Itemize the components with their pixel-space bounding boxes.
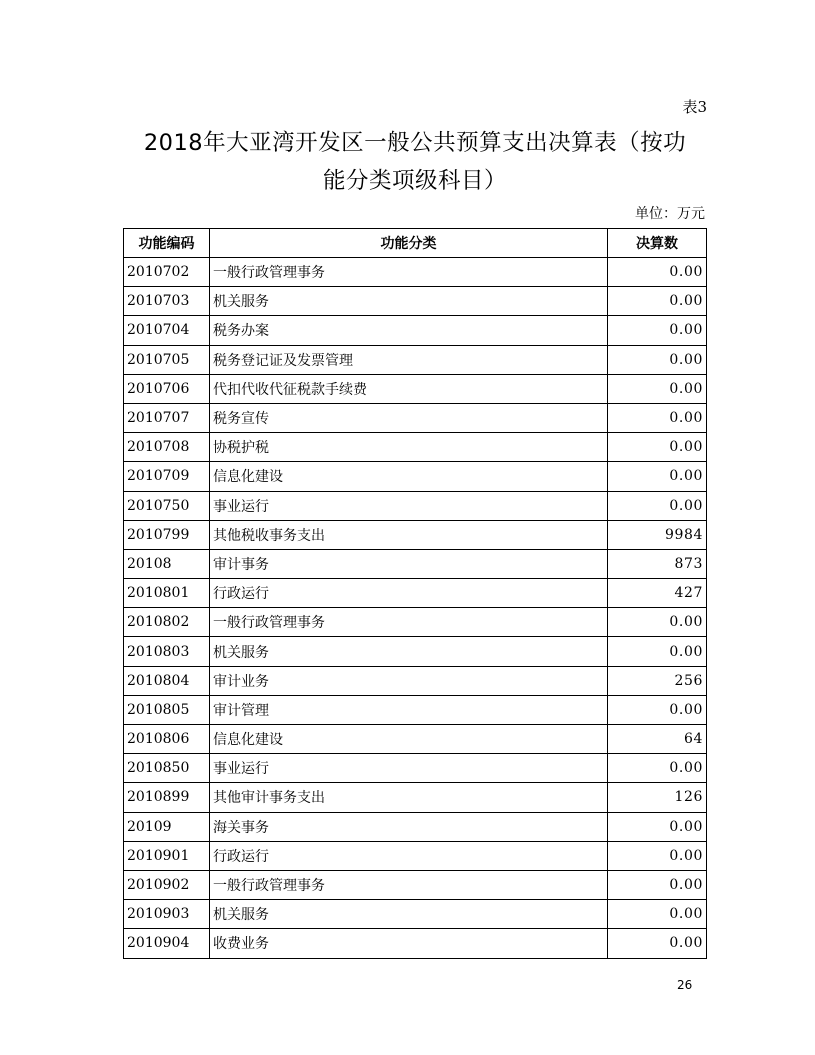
code-cell: 2010802 (124, 608, 210, 637)
amount-cell: 256 (608, 666, 707, 695)
name-cell: 行政运行 (210, 579, 608, 608)
name-cell: 税务宣传 (210, 403, 608, 432)
name-cell: 一般行政管理事务 (210, 870, 608, 899)
table-row (124, 754, 707, 783)
table-row (124, 520, 707, 549)
amount-cell: 427 (608, 579, 707, 608)
code-cell: 2010706 (124, 374, 210, 403)
page-number: 26 (677, 978, 693, 992)
table-row (124, 403, 707, 432)
amount-cell: 0.00 (608, 287, 707, 316)
name-cell: 审计管理 (210, 695, 608, 724)
name-cell: 一般行政管理事务 (210, 608, 608, 637)
table-row (124, 345, 707, 374)
code-cell: 2010806 (124, 725, 210, 754)
name-cell: 海关事务 (210, 812, 608, 841)
table-row (124, 666, 707, 695)
amount-cell: 0.00 (608, 929, 707, 958)
table-row (124, 608, 707, 637)
amount-cell: 0.00 (608, 841, 707, 870)
amount-cell: 0.00 (608, 433, 707, 462)
page-title (120, 124, 710, 200)
name-cell: 其他审计事务支出 (210, 783, 608, 812)
code-cell: 2010850 (124, 754, 210, 783)
table-row (124, 812, 707, 841)
amount-cell: 0.00 (608, 870, 707, 899)
title-line-1: 2018年大亚湾开发区一般公共预算支出决算表（按功 (143, 130, 687, 156)
amount-cell: 0.00 (608, 637, 707, 666)
code-cell: 2010703 (124, 287, 210, 316)
code-cell: 2010803 (124, 637, 210, 666)
name-cell: 信息化建设 (210, 725, 608, 754)
code-cell: 2010901 (124, 841, 210, 870)
table-row (124, 374, 707, 403)
name-cell: 机关服务 (210, 637, 608, 666)
code-cell: 2010709 (124, 462, 210, 491)
name-cell: 行政运行 (210, 841, 608, 870)
code-cell: 2010708 (124, 433, 210, 462)
code-cell: 2010804 (124, 666, 210, 695)
code-cell: 2010902 (124, 870, 210, 899)
table-row (124, 491, 707, 520)
table-row (124, 725, 707, 754)
table-row (124, 287, 707, 316)
header-name: 功能分类 (210, 229, 608, 258)
code-cell: 2010799 (124, 520, 210, 549)
name-cell: 收费业务 (210, 929, 608, 958)
code-cell: 2010707 (124, 403, 210, 432)
amount-cell: 0.00 (608, 374, 707, 403)
name-cell: 机关服务 (210, 287, 608, 316)
amount-cell: 0.00 (608, 345, 707, 374)
table-row (124, 433, 707, 462)
amount-cell: 0.00 (608, 900, 707, 929)
amount-cell: 64 (608, 725, 707, 754)
table-row (124, 258, 707, 287)
table-row (124, 929, 707, 958)
table-row (124, 316, 707, 345)
name-cell: 税务登记证及发票管理 (210, 345, 608, 374)
amount-cell: 0.00 (608, 608, 707, 637)
budget-table (123, 228, 707, 959)
amount-cell: 126 (608, 783, 707, 812)
amount-cell: 0.00 (608, 462, 707, 491)
table-row (124, 870, 707, 899)
code-cell: 2010805 (124, 695, 210, 724)
amount-cell: 0.00 (608, 491, 707, 520)
amount-cell: 0.00 (608, 695, 707, 724)
code-cell: 2010801 (124, 579, 210, 608)
amount-cell: 0.00 (608, 754, 707, 783)
name-cell: 一般行政管理事务 (210, 258, 608, 287)
code-cell: 2010704 (124, 316, 210, 345)
table-row (124, 637, 707, 666)
code-cell: 2010903 (124, 900, 210, 929)
name-cell: 审计事务 (210, 549, 608, 578)
unit-label: 单位：万元 (635, 206, 705, 222)
table-body (124, 258, 707, 959)
name-cell: 审计业务 (210, 666, 608, 695)
code-cell: 20109 (124, 812, 210, 841)
name-cell: 协税护税 (210, 433, 608, 462)
name-cell: 机关服务 (210, 900, 608, 929)
code-cell: 2010899 (124, 783, 210, 812)
amount-cell: 0.00 (608, 316, 707, 345)
amount-cell: 0.00 (608, 812, 707, 841)
name-cell: 事业运行 (210, 491, 608, 520)
code-cell: 2010702 (124, 258, 210, 287)
name-cell: 其他税收事务支出 (210, 520, 608, 549)
table-number: 表3 (682, 98, 707, 116)
name-cell: 信息化建设 (210, 462, 608, 491)
table-row (124, 695, 707, 724)
amount-cell: 0.00 (608, 403, 707, 432)
table-row (124, 579, 707, 608)
header-row (124, 229, 707, 258)
header-code: 功能编码 (124, 229, 210, 258)
name-cell: 代扣代收代征税款手续费 (210, 374, 608, 403)
amount-cell: 9984 (608, 520, 707, 549)
table-row (124, 549, 707, 578)
code-cell: 20108 (124, 549, 210, 578)
code-cell: 2010750 (124, 491, 210, 520)
table-row (124, 462, 707, 491)
amount-cell: 873 (608, 549, 707, 578)
name-cell: 税务办案 (210, 316, 608, 345)
title-line-2: 能分类项级科目） (322, 168, 507, 194)
table-row (124, 783, 707, 812)
table-row (124, 841, 707, 870)
amount-cell: 0.00 (608, 258, 707, 287)
name-cell: 事业运行 (210, 754, 608, 783)
code-cell: 2010904 (124, 929, 210, 958)
code-cell: 2010705 (124, 345, 210, 374)
header-amount: 决算数 (608, 229, 707, 258)
table-row (124, 900, 707, 929)
